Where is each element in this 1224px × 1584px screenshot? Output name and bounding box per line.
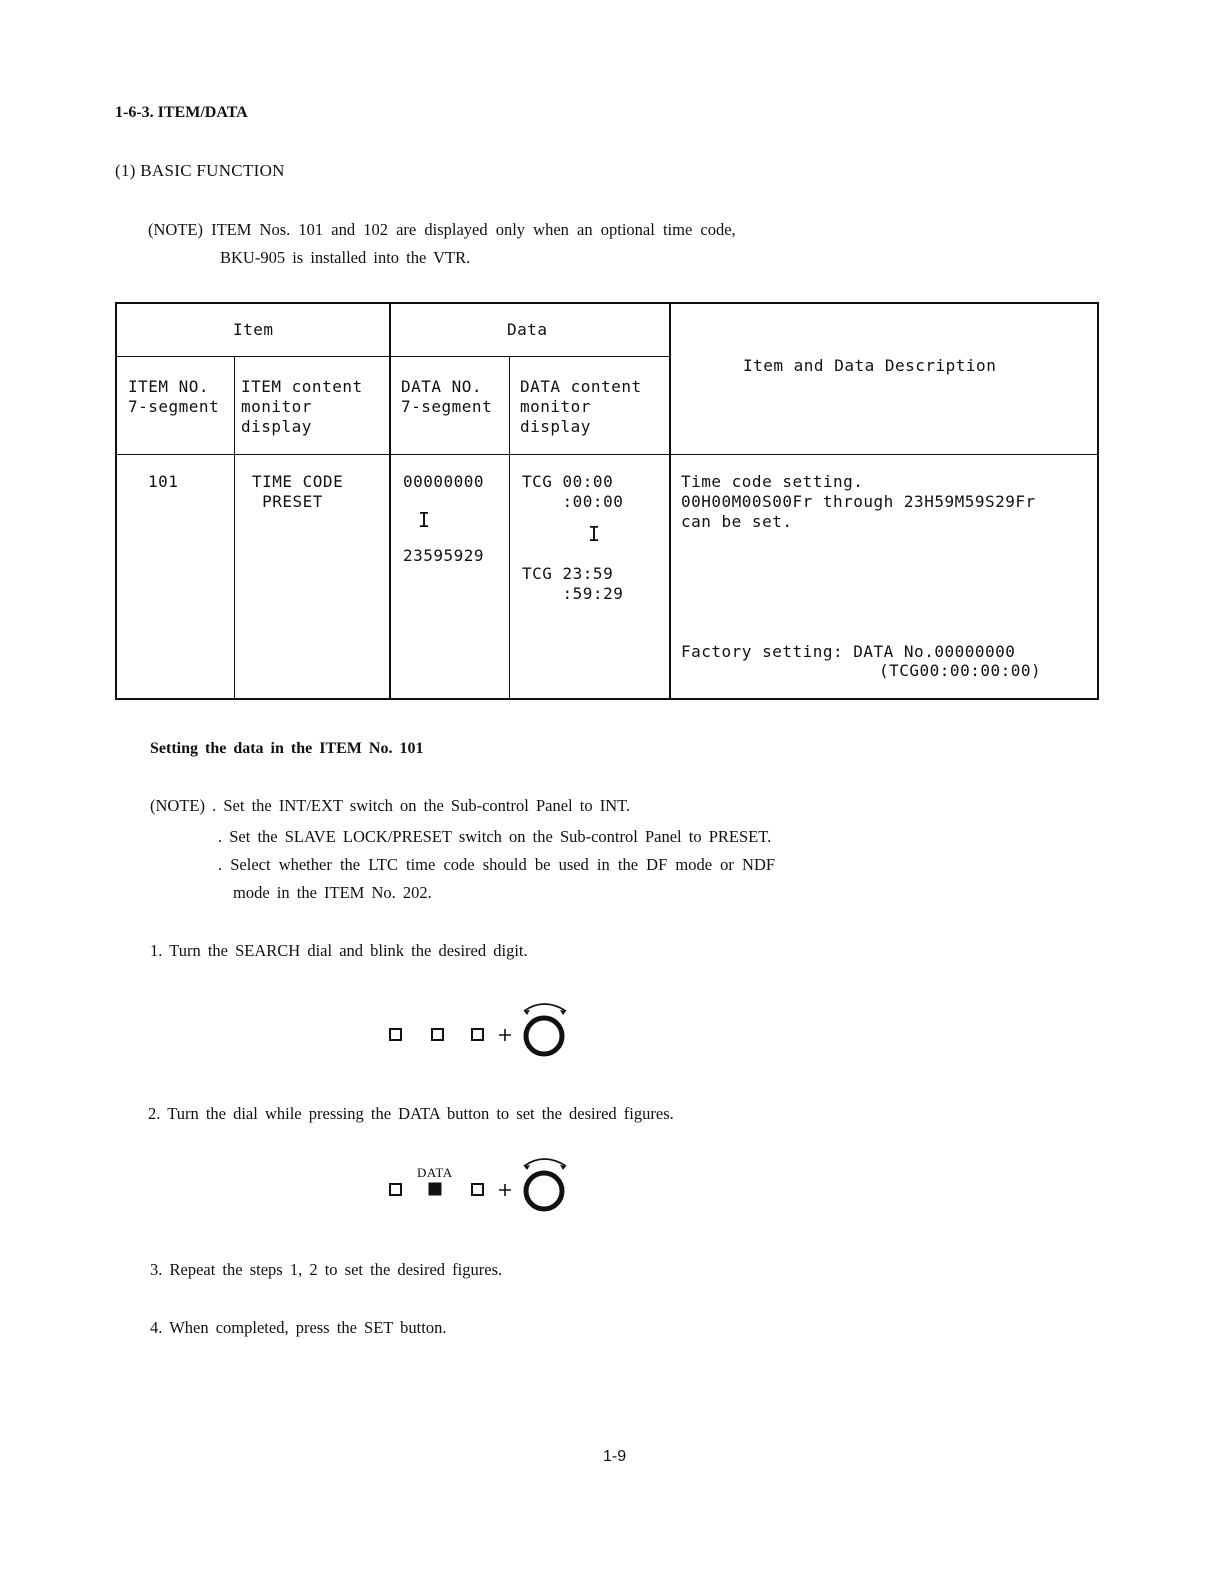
- step-4: 4. When completed, press the SET button.: [150, 1318, 447, 1337]
- header-description: Item and Data Description: [743, 356, 997, 375]
- step-3: 3. Repeat the steps 1, 2 to set the desired figures.: [150, 1260, 503, 1279]
- row-data-no-range-mark: I: [418, 508, 431, 532]
- button-icon: [390, 1029, 401, 1040]
- plus-icon: [499, 1184, 511, 1196]
- step-2: 2. Turn the dial while pressing the DATA button to set the desired figures.: [148, 1104, 674, 1123]
- item-data-table: [115, 302, 1099, 700]
- search-dial-diagram: [380, 995, 590, 1065]
- button-icon: [432, 1029, 443, 1040]
- button-icon: [472, 1029, 483, 1040]
- top-note-line-2: BKU-905 is installed into the VTR.: [220, 248, 471, 267]
- subsection-title: (1) BASIC FUNCTION: [115, 161, 285, 180]
- setting-note-1: (NOTE) . Set the INT/EXT switch on the Sub-control Panel to INT.: [150, 796, 631, 815]
- button-icon: [472, 1184, 483, 1195]
- row-data-no-start: 00000000: [403, 472, 485, 491]
- row-data-no-end: 23595929: [403, 546, 485, 565]
- col-item-no: ITEM NO. 7-segment: [128, 377, 220, 416]
- setting-note-4: mode in the ITEM No. 202.: [233, 883, 432, 902]
- section-title: 1-6-3. ITEM/DATA: [115, 104, 248, 121]
- dial-icon: [526, 1173, 562, 1209]
- row-data-content-end: TCG 23:59 :59:29: [522, 564, 624, 603]
- page-number: 1-9: [603, 1448, 627, 1465]
- col-data-no: DATA NO. 7-segment: [401, 377, 493, 416]
- row-data-content-range-mark: I: [588, 522, 601, 546]
- top-note-line-1: (NOTE) ITEM Nos. 101 and 102 are displayed only when an optional time code,: [148, 220, 736, 239]
- dial-icon: [526, 1018, 562, 1054]
- data-dial-diagram: [380, 1150, 590, 1222]
- row-data-content-start: TCG 00:00 :00:00: [522, 472, 624, 511]
- row-description: Time code setting. 00H00M00S00Fr through 23H59M59S29Fr can be set.: [681, 472, 1036, 531]
- setting-heading: Setting the data in the ITEM No. 101: [150, 740, 424, 757]
- row-factory-setting-value: (TCG00:00:00:00): [879, 661, 1042, 680]
- plus-icon: [499, 1029, 511, 1041]
- setting-note-3: . Select whether the LTC time code should be used in the DF mode or NDF: [218, 855, 776, 874]
- col-item-content: ITEM content monitor display: [241, 377, 363, 436]
- rotate-arrow-icon: [524, 1004, 566, 1011]
- col-data-content: DATA content monitor display: [520, 377, 642, 436]
- button-icon: [390, 1184, 401, 1195]
- data-button-label: DATA: [417, 1165, 453, 1180]
- header-data: Data: [507, 320, 548, 339]
- row-item-no: 101: [148, 472, 179, 491]
- setting-note-2: . Set the SLAVE LOCK/PRESET switch on the Sub-control Panel to PRESET.: [218, 827, 772, 846]
- step-1: 1. Turn the SEARCH dial and blink the desired digit.: [150, 941, 528, 960]
- rotate-arrow-icon: [524, 1159, 566, 1166]
- header-item: Item: [233, 320, 274, 339]
- data-button-pressed-icon: [429, 1183, 441, 1195]
- row-item-content: TIME CODE PRESET: [252, 472, 344, 511]
- row-factory-setting: Factory setting: DATA No.00000000: [681, 642, 1016, 661]
